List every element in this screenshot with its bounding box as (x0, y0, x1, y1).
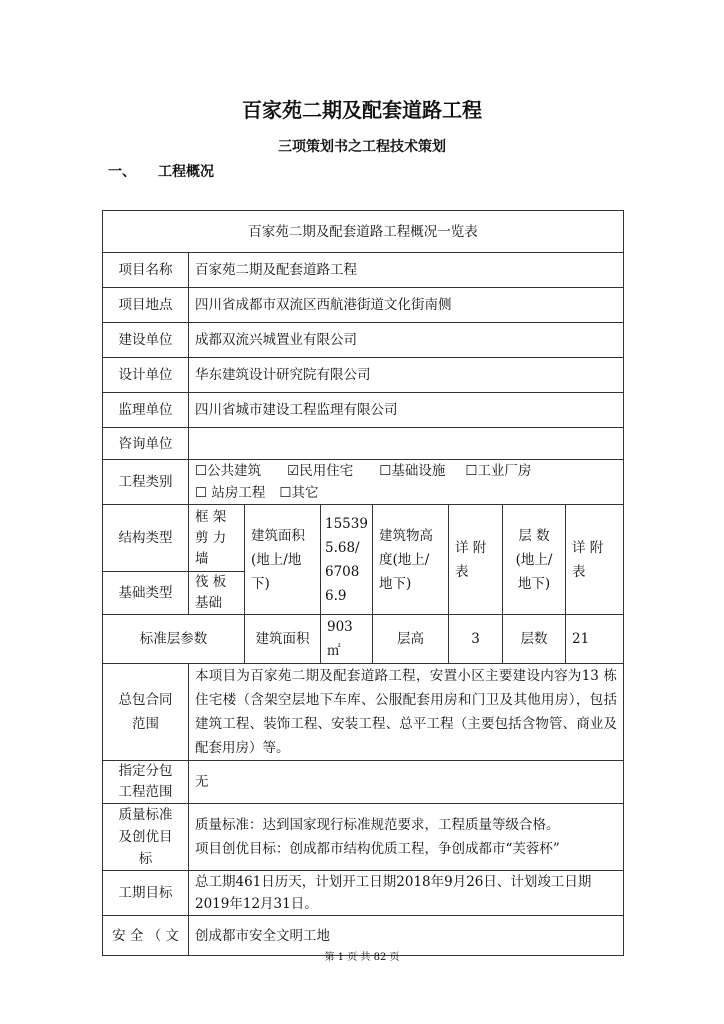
row-value: 无 (189, 761, 624, 804)
foundation-value: 筏 板 基础 (189, 572, 245, 615)
area-value: 155395.68/67086.9 (321, 505, 373, 615)
row-value: 总工期461日历天，计划开工日期2018年9月26日、计划竣工日期2019年12月31日。 (189, 871, 624, 916)
option-label: 公共建筑 (207, 463, 262, 479)
table-row (103, 428, 624, 460)
table-row-category (103, 460, 624, 505)
floors-label: 层 数 (地上/地下) (503, 505, 566, 615)
checkbox-checked-icon: ☑ (287, 463, 300, 479)
option-label: 站房工程 (211, 485, 266, 501)
category-option-residential[interactable] (287, 460, 353, 482)
row-value: 创成都市安全文明工地 (189, 916, 624, 956)
section-title: 工程概况 (158, 164, 214, 180)
row-label: 指定分包工程范围 (103, 761, 189, 804)
structure-label: 结构类型 (103, 505, 189, 572)
sf-area-value: 903㎡ (321, 615, 373, 664)
area-label: 建筑面积(地上/地下) (245, 505, 321, 615)
row-value: 成都双流兴城置业有限公司 (189, 323, 624, 358)
option-label: 工业厂房 (477, 463, 532, 479)
row-label: 质量标准及创优目标 (103, 804, 189, 871)
height-label: 建筑物高度(地上/地下) (373, 505, 449, 615)
category-options (189, 460, 624, 505)
row-label: 总包合同范围 (103, 664, 189, 761)
foundation-label: 基础类型 (103, 572, 189, 615)
row-label: 项目地点 (103, 288, 189, 323)
row-value: 百家苑二期及配套道路工程 (189, 253, 624, 288)
table-row (103, 393, 624, 428)
checkbox-icon: ☐ (379, 463, 392, 479)
category-option-public[interactable] (195, 460, 261, 482)
floors-value: 详 附 表 (566, 505, 624, 615)
category-option-industrial[interactable] (465, 460, 531, 482)
sf-floors-value: 21 (566, 615, 624, 664)
table-row-standard-floor (103, 615, 624, 664)
row-label: 监理单位 (103, 393, 189, 428)
table-row (103, 664, 624, 761)
row-label: 设计单位 (103, 358, 189, 393)
table-row (103, 358, 624, 393)
row-label: 安 全 （ 文 (103, 916, 189, 956)
page-footer: 第 1 页 共 82 页 (324, 952, 400, 963)
sf-area-label: 建筑面积 (245, 615, 321, 664)
table-row (103, 288, 624, 323)
quality-standard: 质量标准：达到国家现行标准规范要求，工程质量等级合格。 (195, 817, 560, 833)
checkbox-icon: ☐ (195, 463, 208, 479)
document-subtitle: 三项策划书之工程技术策划 (278, 139, 446, 155)
row-value: 华东建筑设计研究院有限公司 (189, 358, 624, 393)
option-label: 基础设施 (391, 463, 446, 479)
row-value: 四川省成都市双流区西航港街道文化街南侧 (189, 288, 624, 323)
height-value: 详 附 表 (449, 505, 503, 615)
structure-value: 框 架 剪 力 墙 (189, 505, 245, 572)
option-label: 民用住宅 (299, 463, 354, 479)
row-label: 咨询单位 (103, 428, 189, 460)
document-title: 百家苑二期及配套道路工程 (242, 98, 482, 122)
table-row-structure (103, 505, 624, 572)
row-value: 四川省城市建设工程监理有限公司 (189, 393, 624, 428)
standard-floor-label: 标准层参数 (103, 615, 245, 664)
category-option-other[interactable] (279, 482, 318, 504)
table-caption: 百家苑二期及配套道路工程概况一览表 (103, 211, 624, 253)
row-value: 本项目为百家苑二期及配套道路工程，安置小区主要建设内容为13 栋住宅楼（含架空层地下车库、公服配套用房和门卫及其他用房），包括建筑工程、装饰工程、安装工程、总平工程（主要包括含物管、商业及配套用房）等。 (189, 664, 624, 761)
option-label: 其它 (291, 485, 319, 501)
table-row (103, 871, 624, 916)
category-option-infrastructure[interactable] (379, 460, 445, 482)
section-number: 一、 (108, 164, 136, 180)
row-value (189, 428, 624, 460)
section-heading (108, 161, 236, 181)
row-label: 工期目标 (103, 871, 189, 916)
sf-height-value: 3 (449, 615, 503, 664)
table-row (103, 804, 624, 871)
sf-floors-label: 层数 (503, 615, 566, 664)
table-row (103, 253, 624, 288)
category-option-station[interactable] (195, 482, 265, 504)
checkbox-icon: ☐ (465, 463, 478, 479)
sf-height-label: 层高 (373, 615, 449, 664)
row-label: 建设单位 (103, 323, 189, 358)
table-row (103, 323, 624, 358)
excellence-target: 项目创优目标：创成都市结构优质工程，争创成都市“芙蓉杯” (195, 841, 560, 857)
project-overview-table (102, 210, 624, 956)
checkbox-icon: ☐ (195, 485, 208, 501)
row-label: 项目名称 (103, 253, 189, 288)
table-row (103, 761, 624, 804)
checkbox-icon: ☐ (279, 485, 292, 501)
row-label: 工程类别 (103, 460, 189, 505)
row-value (189, 804, 624, 871)
